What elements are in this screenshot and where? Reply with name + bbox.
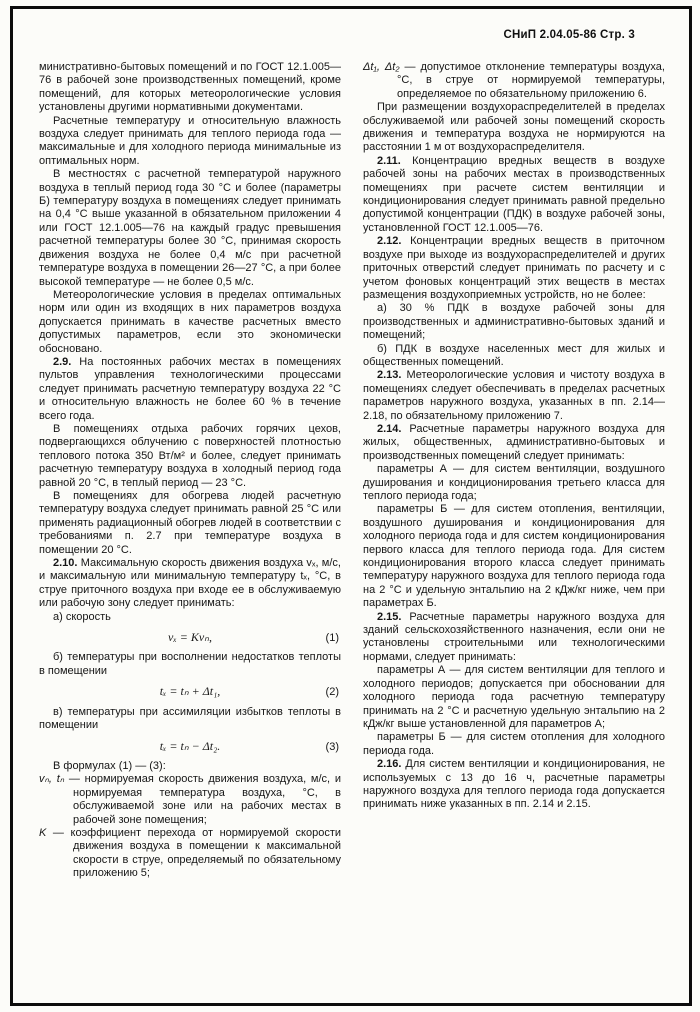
page-header [39, 29, 635, 41]
formula-number: (2) [325, 686, 339, 699]
clause-number: 2.9. [53, 355, 72, 368]
paragraph: В формулах (1) — (3): [53, 759, 166, 772]
list-item: в) температуры при ассимиляции избытков теплоты в помещении [39, 705, 341, 732]
definition-term: vₙ, tₙ [39, 773, 65, 786]
formula-2 [39, 685, 341, 698]
definition-term: K [39, 826, 47, 839]
clause-text: Концентрацию вредных веществ в воздухе рабочей зоны на рабочих местах в производственных помещениях при расчете систем вентиляции и кондиционирования следует принимать равной предельно допустимой концентрации (ПДК) в воздухе рабочей зоны, установленной ГОСТ 12.1.005—76. [363, 154, 665, 234]
paragraph: В местностях с расчетной температурой наружного воздуха в теплый период года 30 °С и более (параметры Б) температуру воздуха в помещениях следует принимать на 0,4 °С выше указанной в обязательном приложении 4 или ГОСТ 12.1.005—76 на каждый градус превышения расчетной температуры более 30 °С, принимая скорость движения воздуха не более 0,4 м/с при расчетной температуре воздуха в помещении 26—27 °С, а при более высокой температуре — не более 0,5 м/с. [39, 168, 341, 288]
definition-text: — допустимое отклонение температуры воздуха, °С, в струе от нормируемой температуры, определяемое по обязательному приложению 6. [397, 61, 665, 100]
definition-text: — коэффициент перехода от нормируемой скорости движения воздуха в помещении к максимальной скорости в струе, определяемый по обязательному приложению 5; [46, 826, 341, 880]
clause-number: 2.15. [377, 610, 402, 623]
clause-text: Для систем вентиляции и кондиционирования, не используемых с 13 до 16 ч, расчетные параметры наружного воздуха для теплого периода года допускается принимать ниже указанных в пп. 2.14 и 2.15. [363, 758, 665, 811]
list-item: б) температуры при восполнении недостатков теплоты в помещении [39, 651, 341, 677]
clause-number: 2.10. [53, 557, 78, 570]
clause-text: На постоянных рабочих местах в помещениях пультов управления технологическими процессами следует принимать расчетную температуру воздуха 22 °С и относительную влажность не более 60 % в течение всего года. [39, 355, 341, 422]
clause-text: Расчетные параметры наружного воздуха для жилых, общественных, административно-бытовых и производственных помещений следует принимать: [363, 422, 665, 462]
formula-body: vₓ = Kvₙ, [168, 630, 212, 645]
paragraph: параметры Б — для систем отопления для холодного периода года. [363, 731, 665, 757]
paragraph: параметры А — для систем вентиляции для теплого и холодного периодов; допускается при обосновании для холодного периода года расчетную температуру принимать на 2 °С и расчетную удельную энтальпию на 2 кДж/кг выше установленной для параметров А; [363, 664, 665, 730]
clause-number: 2.16. [377, 758, 402, 771]
clause-paragraph [363, 758, 665, 812]
clause-paragraph [39, 557, 341, 611]
list-item: б) ПДК в воздухе населенных мест для жилых и общественных помещений. [363, 342, 665, 368]
clause-number: 2.12. [377, 235, 402, 248]
clause-text: Максимальную скорость движения воздуха vₓ, м/с, и максимальную или минимальную температуру tₓ, °С, в струе приточного воздуха при входе ее в обслуживаемую или рабочую зону следует принимать: [39, 557, 341, 610]
paragraph: Метеорологические условия в пределах оптимальных норм или один из входящих в них параметров воздуха допускается принимать в качестве расчетных вместо допустимых параметров, если это экономически обосновано. [39, 288, 341, 355]
list-item: а) 30 % ПДК в воздухе рабочей зоны для производственных и административно-бытовых зданий и помещений; [363, 302, 665, 342]
clause-paragraph [363, 369, 665, 423]
right-column [363, 61, 665, 881]
definition [39, 827, 341, 881]
formula-3 [39, 740, 341, 753]
paragraph: министративно-бытовых помещений и по ГОСТ 12.1.005—76 в рабочей зоне производственных помещений, кроме помещений, для которых метеорологические условия установлены другими нормативными документами. [39, 61, 341, 114]
clause-paragraph [39, 356, 341, 423]
left-column [39, 61, 341, 881]
list-item: а) скорость [53, 610, 111, 623]
formula-body: tₓ = tₙ − Δt₂. [159, 738, 221, 753]
clause-number: 2.14. [377, 422, 402, 435]
formula-number: (1) [325, 632, 339, 645]
clause-paragraph [363, 235, 665, 302]
header-title: СНиП 2.04.05-86 Стр. 3 [503, 29, 635, 41]
clause-number: 2.13. [377, 369, 402, 382]
paragraph: параметры Б — для систем отопления, вентиляции, воздушного душирования и кондиционирования для холодного периода года и для систем кондиционирования первого класса для теплого периода года. Для систем кондиционирования второго класса следует принимать температуру наружного воздуха для теплого периода года на 2 °С и удельную энтальпию на 2 кДж/кг ниже, чем при параметрах Б. [363, 503, 665, 610]
text-columns [39, 61, 665, 881]
clause-text: Метеорологические условия и чистоту воздуха в помещениях следует обеспечивать в пределах расчетных параметров наружного воздуха, указанных в пп. 2.14—2.18, по обязательному приложению 7. [363, 369, 665, 422]
page-border-frame [10, 6, 692, 1006]
clause-text: Расчетные параметры наружного воздуха для зданий сельскохозяйственного назначения, если они не установлены строительными или технологическими нормами, следует принимать: [363, 610, 665, 663]
paragraph: При размещении воздухораспределителей в пределах обслуживаемой или рабочей зоны помещений скорость движения и температура воздуха не нормируются на расстоянии 1 м от воздухораспределителя. [363, 101, 665, 154]
clause-paragraph [363, 611, 665, 665]
paragraph: Расчетные температуру и относительную влажность воздуха следует принимать для теплого периода года — максимальные и для холодного периода минимальные из оптимальных норм. [39, 114, 341, 167]
clause-text: Концентрации вредных веществ в приточном воздухе при выходе из воздухораспределителей и других приточных отверстий следует принимать по расчету и с учетом фоновых концентраций этих веществ в местах размещения воздухоприемных устройств, но не более: [363, 235, 665, 301]
definition [363, 61, 665, 101]
definition [39, 773, 341, 827]
definition-text: — нормируемая скорость движения воздуха, м/с, и нормируемая температура воздуха, °С, в обслуживаемой зоне или на рабочих местах в рабочей зоне помещения; [64, 773, 341, 826]
definition-term: Δt₁, Δt₂ [363, 61, 400, 73]
clause-paragraph [363, 155, 665, 235]
clause-paragraph [363, 423, 665, 463]
formula-1 [39, 631, 341, 644]
paragraph: В помещениях для обогрева людей расчетную температуру воздуха следует принимать равной 25 °С или применять радиационный обогрев людей в соответствии с требованиями п. 2.7 при температуре воздуха в помещении 20 °С. [39, 490, 341, 556]
formula-number: (3) [325, 740, 339, 753]
paragraph: параметры А — для систем вентиляции, воздушного душирования и кондиционирования третьего класса для теплого периода года; [363, 463, 665, 502]
clause-number: 2.11. [377, 154, 401, 167]
paragraph: В помещениях отдыха рабочих горячих цехов, подвергающихся облучению с поверхностей плотностью теплового потока 350 Вт/м² и более, следует принимать расчетную температуру воздуха в холодный период года равной 20 °С, в теплый период — 23 °С. [39, 422, 341, 489]
formula-body: tₓ = tₙ + Δt₁, [159, 684, 221, 699]
